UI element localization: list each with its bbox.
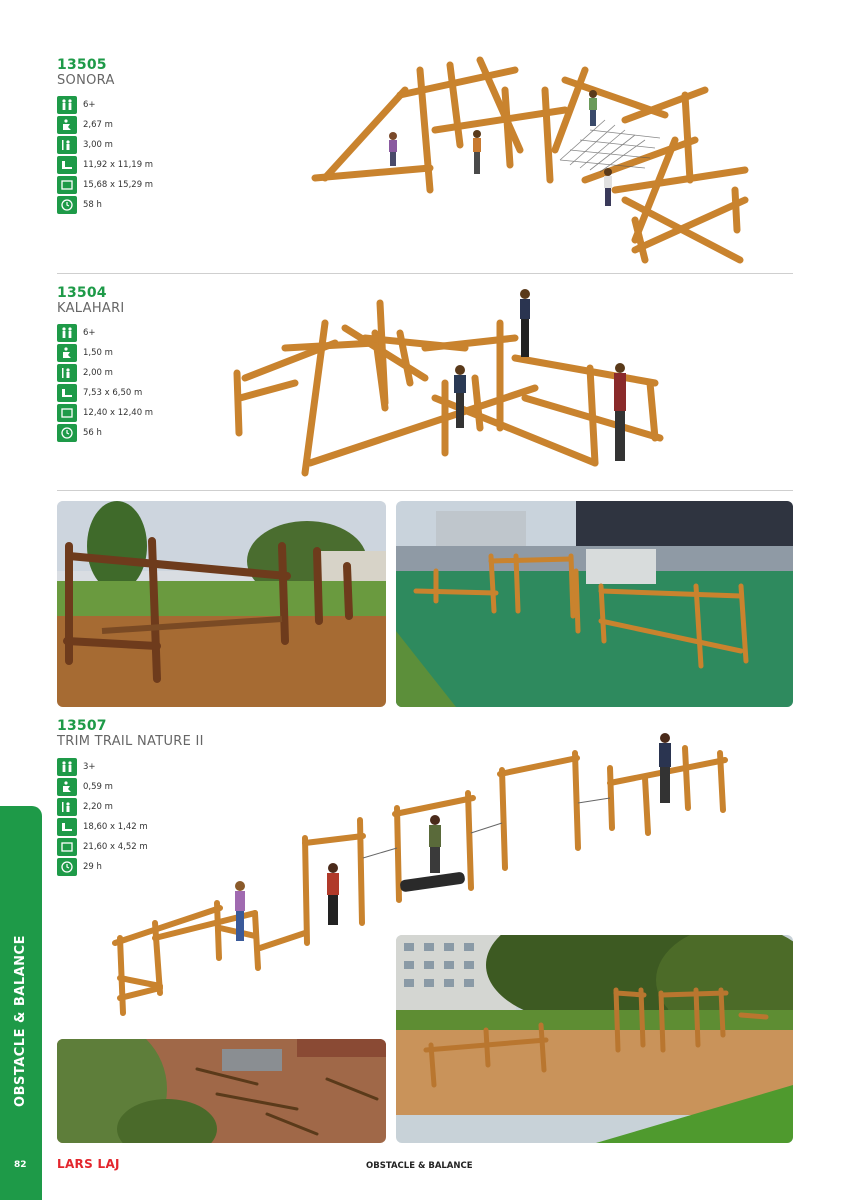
spec-value: 6+ [83,100,96,110]
kalahari-product-render [225,288,675,483]
spec-fall-height [57,343,153,363]
child-figure [589,90,597,126]
install-time-icon [57,858,77,876]
child-figure [520,289,530,357]
spec-value: 3+ [83,762,96,772]
product-name: KALAHARI [57,301,125,316]
install-time-icon [57,424,77,442]
safety-area-icon [57,838,77,856]
installation-photo-park [396,935,793,1143]
spec-age [57,95,153,115]
spec-value: 12,40 x 12,40 m [83,408,154,418]
spec-value: 1,50 m [83,348,113,358]
child-figure [235,881,245,941]
sidebar-section-title: OBSTACLE & BALANCE [13,935,28,1107]
dimensions-icon [57,818,77,836]
product-name: SONORA [57,73,115,88]
spec-safety-area [57,175,153,195]
spec-dimensions [57,155,153,175]
spec-value: 56 h [83,428,102,438]
installation-photo-aerial [57,1039,386,1143]
child-figure [454,365,466,428]
dimensions-icon [57,384,77,402]
spec-list [57,323,153,443]
spec-value: 7,53 x 6,50 m [83,388,143,398]
spec-value: 2,20 m [83,802,113,812]
safety-area-icon [57,176,77,194]
install-time-icon [57,196,77,214]
product-code: 13505 [57,57,107,73]
child-figure [389,132,397,166]
spec-value: 11,92 x 11,19 m [83,160,154,170]
age-icon [57,324,77,342]
child-figure [614,363,626,461]
dimensions-icon [57,156,77,174]
height-icon [57,364,77,382]
child-figure [327,863,339,925]
spec-fall-height [57,115,153,135]
page-number: 82 [14,1160,27,1170]
brand-logo: LARS LAJ [57,1157,120,1171]
fall-height-icon [57,344,77,362]
spec-height [57,135,153,155]
product-code: 13504 [57,285,107,301]
child-figure [604,168,612,206]
fall-height-icon [57,778,77,796]
fall-height-icon [57,116,77,134]
product-code: 13507 [57,718,107,734]
section-divider [57,273,793,274]
spec-height [57,363,153,383]
installation-photo-woodchip [57,501,386,707]
age-icon [57,758,77,776]
section-divider [57,490,793,491]
footer-section-title: OBSTACLE & BALANCE [366,1161,473,1171]
child-figure [659,733,671,803]
child-figure [473,130,481,174]
spec-list [57,95,153,215]
spec-value: 6+ [83,328,96,338]
spec-age [57,323,153,343]
spec-value: 0,59 m [83,782,113,792]
spec-value: 58 h [83,200,102,210]
child-figure [429,815,441,873]
safety-area-icon [57,404,77,422]
spec-value: 2,67 m [83,120,113,130]
height-icon [57,136,77,154]
height-icon [57,798,77,816]
product-name: TRIM TRAIL NATURE II [57,734,204,749]
spec-install-time [57,195,153,215]
spec-dimensions [57,383,153,403]
spec-value: 21,60 x 4,52 m [83,842,148,852]
spec-safety-area [57,403,153,423]
spec-value: 15,68 x 15,29 m [83,180,154,190]
spec-value: 29 h [83,862,102,872]
spec-value: 18,60 x 1,42 m [83,822,148,832]
sonora-product-render [305,50,765,270]
spec-value: 2,00 m [83,368,113,378]
spec-value: 3,00 m [83,140,113,150]
spec-install-time [57,423,153,443]
age-icon [57,96,77,114]
installation-photo-rubber-surface [396,501,793,707]
